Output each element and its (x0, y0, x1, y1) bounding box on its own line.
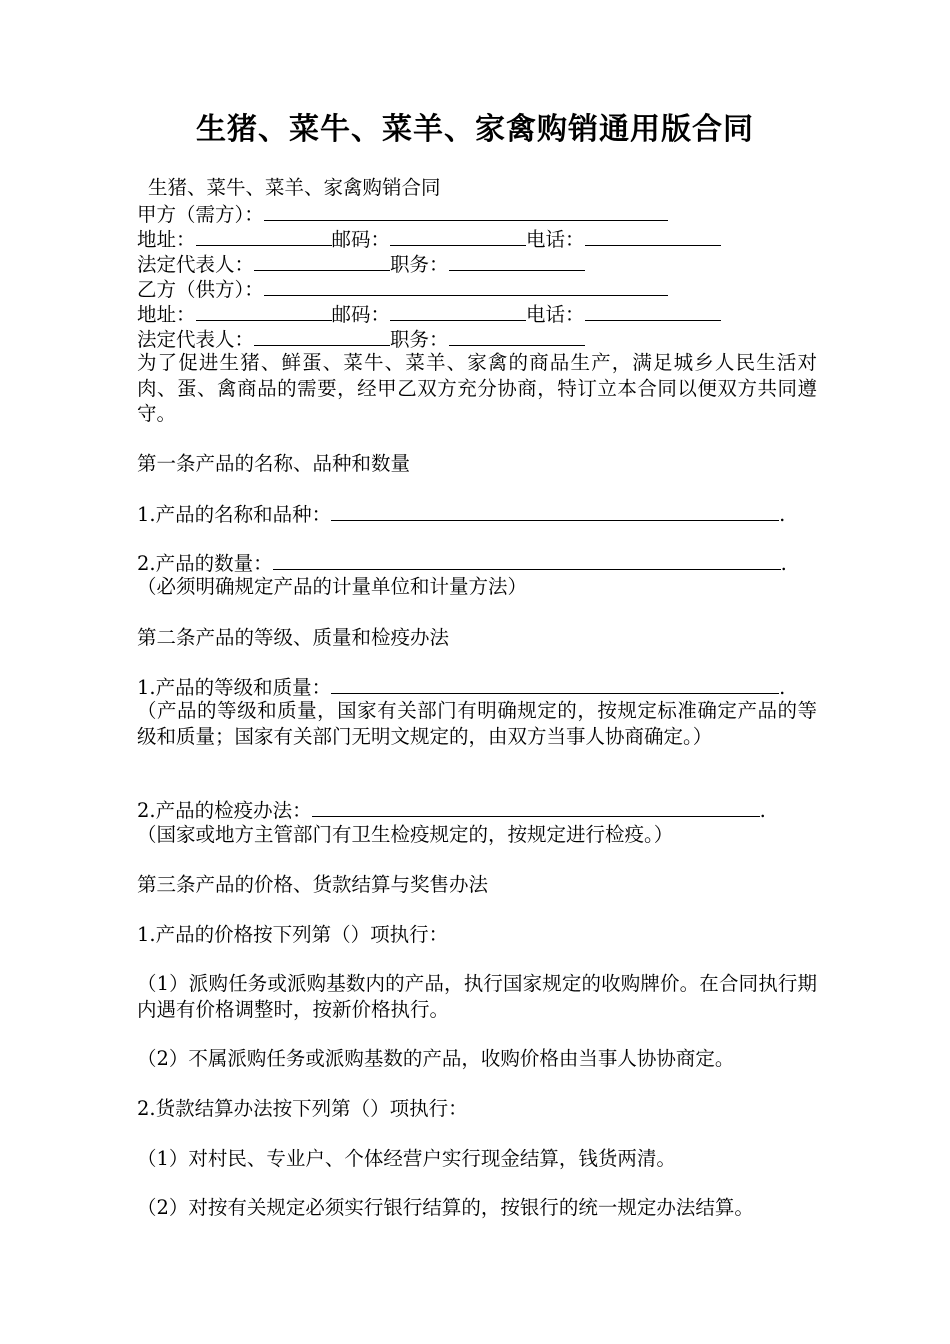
party-a-address-blank[interactable] (196, 227, 332, 246)
article-2-item-1 (137, 675, 785, 700)
article-1-heading: 第一条产品的名称、品种和数量 (137, 452, 411, 475)
party-b-blank[interactable] (264, 277, 668, 296)
party-b-rep-blank[interactable] (254, 327, 390, 346)
quarantine-method-blank[interactable] (312, 798, 760, 817)
party-a-row (137, 202, 668, 227)
article-2-heading: 第二条产品的等级、质量和检疫办法 (137, 626, 450, 649)
article-1-item-1-label: 1.产品的名称和品种： (137, 503, 332, 526)
party-a-rep-blank[interactable] (254, 252, 390, 271)
legal-rep-label: 法定代表人： (137, 328, 255, 351)
period: . (779, 676, 786, 699)
article-3-heading: 第三条产品的价格、货款结算与奖售办法 (137, 873, 489, 896)
legal-rep-label: 法定代表人： (137, 253, 255, 276)
article-2-item-2-label: 2.产品的检疫办法： (137, 799, 312, 822)
article-2-note-2: （国家或地方主管部门有卫生检疫规定的，按规定进行检疫。） (137, 823, 674, 846)
party-b-address-row (137, 302, 721, 327)
product-quantity-blank[interactable] (273, 551, 781, 570)
phone-label: 电话： (526, 228, 585, 251)
address-label: 地址： (137, 303, 196, 326)
position-label: 职务： (390, 253, 449, 276)
document-title: 生猪、菜牛、菜羊、家禽购销通用版合同 (196, 112, 754, 147)
party-a-blank[interactable] (264, 202, 668, 221)
article-3-item-2-option-2: （2）对按有关规定必须实行银行结算的，按银行的统一规定办法结算。 (137, 1196, 754, 1219)
article-1-item-1 (137, 502, 785, 527)
article-3-item-1-option-1: （1）派购任务或派购基数内的产品，执行国家规定的收购牌价。在合同执行期内遇有价格调整时，按新价格执行。 (137, 972, 817, 1021)
party-b-address-blank[interactable] (196, 302, 332, 321)
article-1-item-2-label: 2.产品的数量： (137, 552, 273, 575)
phone-label: 电话： (526, 303, 585, 326)
article-1-note: （必须明确规定产品的计量单位和计量方法） (137, 575, 528, 598)
party-a-postcode-blank[interactable] (390, 227, 526, 246)
postcode-label: 邮码： (331, 228, 391, 251)
intro-paragraph: 为了促进生猪、鲜蛋、菜牛、菜羊、家禽的商品生产，满足城乡人民生活对肉、蛋、禽商品的需要，经甲乙双方充分协商，特订立本合同以便双方共同遵守。 (137, 351, 817, 425)
article-3-item-1-option-2: （2）不属派购任务或派购基数的产品，收购价格由当事人协协商定。 (137, 1047, 735, 1070)
party-b-row (137, 277, 668, 302)
postcode-label: 邮码： (331, 303, 391, 326)
article-2-note-1: （产品的等级和质量，国家有关部门有明确规定的，按规定标准确定产品的等级和质量；国家有关部门无明文规定的，由双方当事人协商确定。） (137, 699, 817, 748)
article-1-item-2 (137, 551, 787, 576)
article-3-item-1: 1.产品的价格按下列第（）项执行： (137, 923, 449, 946)
product-name-blank[interactable] (331, 502, 779, 521)
party-b-postcode-blank[interactable] (390, 302, 526, 321)
position-label: 职务： (390, 328, 449, 351)
address-label: 地址： (137, 228, 196, 251)
party-b-position-blank[interactable] (449, 327, 585, 346)
party-a-rep-row (137, 252, 585, 277)
grade-quality-blank[interactable] (331, 675, 779, 694)
party-a-label: 甲方（需方）： (137, 203, 264, 226)
article-2-item-1-label: 1.产品的等级和质量： (137, 676, 332, 699)
party-a-phone-blank[interactable] (585, 227, 721, 246)
party-b-label: 乙方（供方）： (137, 278, 264, 301)
article-2-item-2 (137, 798, 766, 823)
article-3-item-2: 2.货款结算办法按下列第（）项执行： (137, 1097, 468, 1120)
party-b-rep-row (137, 327, 585, 352)
party-b-phone-blank[interactable] (585, 302, 721, 321)
party-a-address-row (137, 227, 721, 252)
period: . (779, 503, 786, 526)
article-3-item-2-option-1: （1）对村民、专业户、个体经营户实行现金结算，钱货两清。 (137, 1147, 676, 1170)
period: . (780, 552, 787, 575)
period: . (759, 799, 766, 822)
party-a-position-blank[interactable] (449, 252, 585, 271)
contract-subtitle: 生猪、菜牛、菜羊、家禽购销合同 (148, 176, 441, 199)
